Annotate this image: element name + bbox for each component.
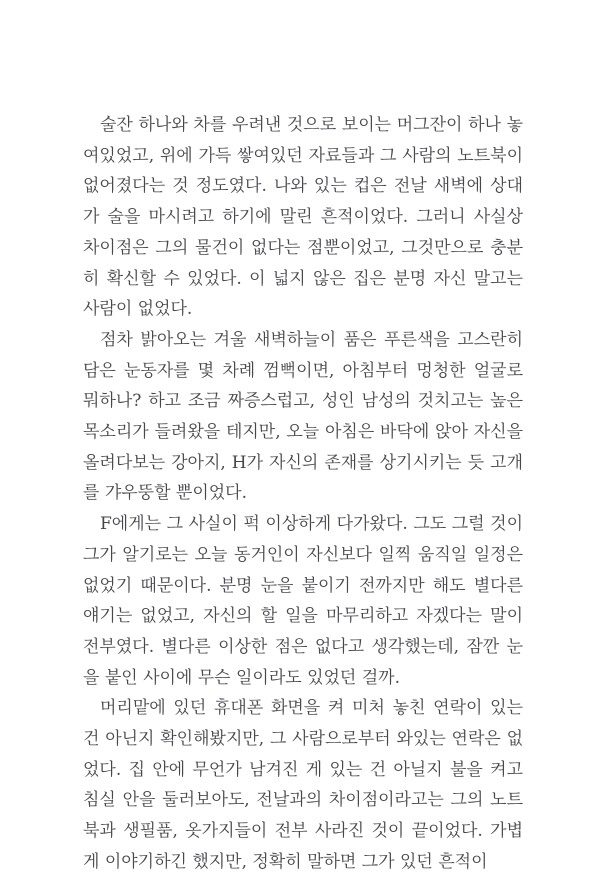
paragraph-1: 술잔 하나와 차를 우려낸 것으로 보이는 머그잔이 하나 놓여있었고, 위에 가득 쌓여있던 자료들과 그 사람의 노트북이 없어졌다는 것 정도였다. 나와 있는 컵은 전날 새벽에 상대가 술을 마시려고 하기에 말린 흔적이었다. 그러니 사실상 차이점은 그의 물건이 없다는 점뿐이었고, 그것만으로 충분히 확신할 수 있었다. 이 넓지 않은 집은 분명 자신 말고는 사람이 없었다. bbox=[83, 115, 523, 320]
paragraph-4: 머리맡에 있던 휴대폰 화면을 켜 미처 놓친 연락이 있는 건 아닌지 확인해봤지만, 그 사람으로부터 와있는 연락은 없었다. 집 안에 무언가 남겨진 게 있는 건 아닐지 불을 켜고 침실 안을 둘러보아도, 전날과의 차이점이라고는 그의 노트북과 생필품, 옷가지들이 전부 사라진 것이 끝이었다. 가볍게 이야기하긴 했지만, 정확히 말하면 그가 있던 흔적이 bbox=[83, 698, 523, 872]
body-text bbox=[83, 110, 523, 878]
paragraph-3: F에게는 그 사실이 퍽 이상하게 다가왔다. 그도 그럴 것이 그가 알기로는 오늘 동거인이 자신보다 일찍 움직일 일정은 없었기 때문이다. 분명 눈을 붙이기 전까지만 해도 별다른 얘기는 없었고, 자신의 할 일을 마무리하고 자겠다는 말이 전부였다. 별다른 이상한 점은 없다고 생각했는데, 잠깐 눈을 붙인 사이에 무슨 일이라도 있었던 걸까. bbox=[83, 514, 523, 688]
paragraph-2: 점차 밝아오는 겨울 새벽하늘이 품은 푸른색을 고스란히 담은 눈동자를 몇 차례 껌뻑이면, 아침부터 멍청한 얼굴로 뭐하나? 하고 조금 짜증스럽고, 성인 남성의 것치고는 높은 목소리가 들려왔을 테지만, 오늘 아침은 바닥에 앉아 자신을 올려다보는 강아지, H가 자신의 존재를 상기시키는 듯 고개를 갸우뚱할 뿐이었다. bbox=[83, 329, 523, 504]
